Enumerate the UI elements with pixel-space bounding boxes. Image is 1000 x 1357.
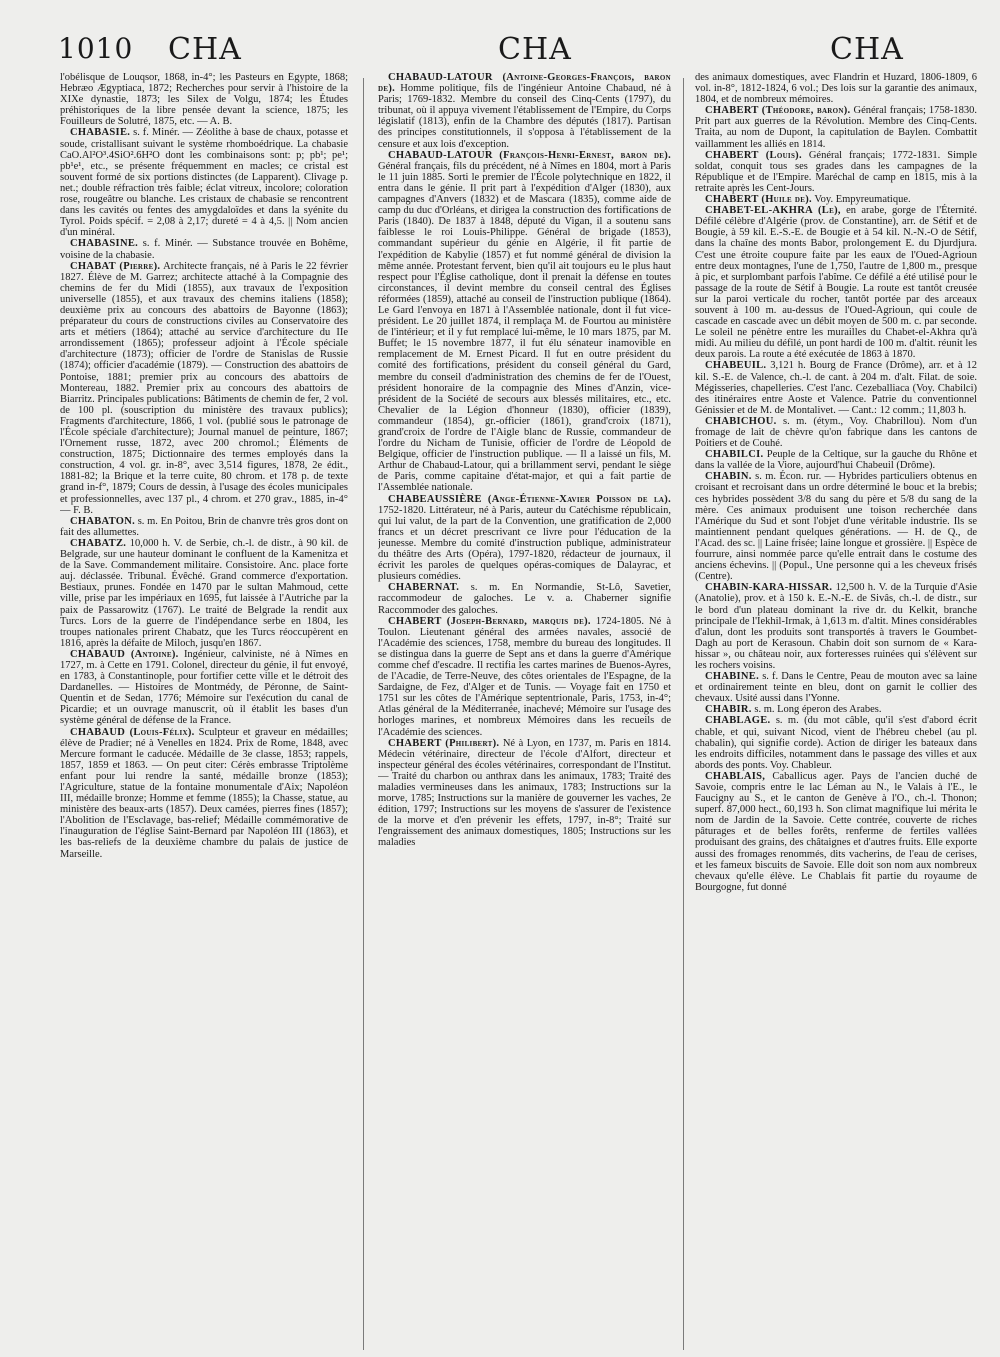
entry-headword: CHABERT (Joseph-Bernard, marquis de). (388, 615, 591, 627)
entry-headword: CHABAUD-LATOUR (Antoine-Georges-François, baron de). (378, 72, 671, 95)
entry-headword: CHABAUD-LATOUR (François-Henri-Ernest, baron de). (388, 149, 671, 161)
entry-headword: CHABERNAT. (388, 582, 460, 594)
dictionary-entry (60, 72, 348, 127)
column-rule (683, 78, 684, 1350)
entry-headword: CHABIR. (705, 704, 752, 716)
dictionary-entry (695, 416, 977, 449)
entry-headword: CHABERT (Théodore, baron). (705, 105, 851, 117)
entry-text: s. f. Dans le Centre, Peau de mouton avec sa laine et ordinairement teinte en bleu, dont on garnit le collier des chevaux. Usité aussi dans l'Yonne. (695, 671, 977, 705)
entry-text: Peuple de la Celtique, sur la gauche du Rhône et dans la vallée de la Viore, aujourd'hui Chabeuil (Drôme). (695, 449, 977, 472)
entry-text: Général français; 1772-1831. Simple soldat, conquit tous ses grades dans les campagnes de la République et de l'Empire. Maréchal de camp en 1815, mis à la retraite après les Cent-Jours. (695, 149, 977, 194)
dictionary-entry (378, 616, 671, 738)
entry-headword: CHABERT (Huile de). (705, 194, 812, 206)
dictionary-entry (695, 105, 977, 149)
page-header (58, 32, 976, 72)
column-right (695, 72, 977, 1352)
entry-text: s. m. Long éperon des Arabes. (754, 704, 882, 716)
entry-text: en arabe, gorge de l'Éternité. Défilé célèbre d'Algérie (prov. de Constantine), arr. de Sétif et de Bougie, à 59 kil. E.-S.-E. de Bougie et à 54 kil. N.-N.-O de Sétif, dans la chaîne des monts Babor, prolongement E. du Djurdjura. C'est une étroite coupure faite par les eaux de l'Oued-Agrioun entre deux montagnes, l'une de 1,750, l'autre de 1,800 m., presque à pic, et surplombant parfois l'abîme. Ce défilé a été utilisé pour le passage de la route de Sétif à Bougie. La route est tantôt creusée sur la paroi verticale du rocher, tantôt portée par des arceaux souvent à 100 m. au-dessus de l'Oued-Agrioun, qui coule de cascade en cascade avec un débit moyen de 500 m. c. par seconde. Le soleil ne pénètre entre les murailles du Chabet-el-Akhra qu'à midi. Au milieu du défilé, un pont hardi de 100 m. d'altit. réunit les deux parois. La route a été exécutée de 1863 à 1870. (695, 205, 977, 361)
dictionary-entry (60, 516, 348, 538)
entry-headword: CHABICHOU. (705, 415, 777, 427)
entry-text: 12,500 h. V. de la Turquie d'Asie (Anatolie), prov. et à 150 k. E.-N.-E. de Sivâs, ch.-l. de distr., sur le bord d'un plateau dominant la rive dr. du Kelkit, branche principale de l'Iekhil-Irmak, à 1,613 m. d'altit. Mines considérables d'alun, dont les produits sont transportés à travers le Goumbet-Dagh au port de Kerasoun. Chabin doit son surnom de « Kara-hissar », ou château noir, aux forteresses ruinées qui s'élèvent sur les rochers voisins. (695, 582, 977, 671)
entry-headword: CHABIN. (705, 471, 752, 483)
entry-headword: CHABAT (Pierre). (70, 260, 161, 272)
dictionary-entry (378, 72, 671, 150)
entry-text: Voy. Empyreumatique. (814, 194, 911, 206)
entry-headword: CHABASIE. (70, 127, 131, 139)
entry-text: Ingénieur, calviniste, né à Nîmes en 1727, m. à Cette en 1791. Colonel, directeur du génie, il fut envoyé, en 1783, à Constantinople, pour fortifier cette ville et le détroit des Dardanelles. — Histoires de Montmédy, de Péronne, de Saint-Quentin et de Sedan, 1776; Mémoire sur l'exécution du canal de Picardie; et un ouvrage manuscrit, où il établit les bases d'un système général de défense de la France. (60, 648, 348, 727)
entry-text: s. f. Minér. — Zéolithe à base de chaux, potasse et soude, cristallisant suivant le système rhomboédrique. La chabasie CaO.Al²O³.4SiO².6H²O dont les combinaisons sont: p; pb¹; pe¹; pb¹e¹, etc., se présente fréquemment en macles; ce cristal est souvent formé de six portions distinctes (de Lapparent). Clivage p. net.; double réfraction très faible; éclat vitreux, incolore; coloration rose, rougeâtre ou blanche. Les cristaux de chabasie se rencontrent dans les cavités ou fentes des amygdaloïdes et dans la syénite du Tyrol. Poids spécif. = 2,08 à 2,17; dureté = 4 à 4,5. || Nom ancien d'un minéral. (60, 127, 348, 239)
running-head-right: CHA (830, 32, 904, 67)
entry-headword: CHABATON. (70, 515, 136, 527)
entry-headword: CHABET-EL-AKHRA (Le), (705, 205, 841, 217)
entry-text: Architecte français, né à Paris le 22 février 1827. Élève de M. Garrez; architecte attaché à la Compagnie des chemins de fer du Midi (1855), aux travaux de l'exposition universelle (1855), et aux travaux des chemins italiens (1858); deuxième prix au concours des abattoirs de Bayonne (1863); préparateur du cours de constructions civiles au Conservatoire des arts et métiers (1864); attaché au service d'architecture du IIe arrondissement (1865); professeur adjoint à l'École spéciale d'architecture (1873); officier de l'ordre de Stanislas de Russie (1874); officier d'académie (1879). — Construction des abattoirs de Pontoise, 1881; premier prix au concours des abattoirs de Montereau, 1882. Premier prix au concours des abattoirs de Biarritz. Principales publications: Bâtiments de chemin de fer, 2 vol. de 100 pl. (souscription du ministère des travaux publics); Fragments d'architecture, 1866, 1 vol. (publié sous le patronage de l'École spéciale d'architecture); Journal manuel de peinture, 1867; l'Ornement russe, 1872, avec 200 chromol.; Éléments de construction, 1875; Dictionnaire des termes employés dans la construction, 4 vol. gr. in-8°, avec 3,514 figures, 1878, 2e édit., 1881-82; la Brique et la terre cuite, 80 chrom. et 178 p. de texte grand in-f°, 1879; Cours de dessin, à l'usage des écoles municipales et professionnelles, avec 137 pl., 4 chrom. et 270 grav., 1885, in-4° — F. B. (60, 260, 348, 516)
dictionary-entry (695, 715, 977, 770)
dictionary-entry (378, 582, 671, 615)
entry-headword: CHABIN-KARA-HISSAR. (705, 582, 833, 594)
entry-text: s. m. (du mot câble, qu'il s'est d'abord écrit chable, et qui, suivant Nicod, vient de l'hébreu chebel (au pl. chabalin), qui signifie corde). Action de diriger les bateaux dans les endroits difficiles, notamment dans le passage des villes et aux abords des ponts. Voy. Chableur. (695, 715, 977, 771)
entry-text: l'obélisque de Louqsor, 1868, in-4°; les Pasteurs en Égypte, 1868; Hebræo Ægyptiaca, 1872; Recherches pour servir à l'histoire de la XIXe dynastie, 1873; les Silex de Volgu, 1874; les Études préhistoriques de la libre pensée devant la science, 1875; les Fouilleurs de Solutré, 1875, etc. — A. B. (60, 72, 348, 128)
dictionary-entry (695, 582, 977, 671)
column-middle (378, 72, 671, 1352)
dictionary-entry (695, 150, 977, 194)
entry-text: 1724-1805. Né à Toulon. Lieutenant général des armées navales, associé de l'Académie des sciences, 1758, membre du bureau des longitudes. Il se distingua dans la guerre de Sept ans et dans la guerre d'Amérique comme chef d'escadre. Il rectifia les cartes marines de Buenos-Ayres, de l'Acadie, de Terre-Neuve, des côtes orientales de l'Espagne, de la Sardaigne, de Fez, d'Alger et de Tunis. — Voyage fait en 1750 et 1751 sur les côtes de l'Amérique septentrionale, Paris, 1753, in-4°; Atlas général de la Méditerranée, inachevé; Mémoire sur l'usage des horloges marines, et nombreux Mémoires dans les recueils de l'Académie des sciences. (378, 615, 671, 738)
running-head-left: CHA (168, 32, 242, 67)
dictionary-entry (695, 671, 977, 704)
page-number: 1010 (58, 32, 134, 65)
entry-headword: CHABLAIS, (705, 770, 766, 782)
dictionary-entry (60, 538, 348, 649)
dictionary-entry (695, 72, 977, 105)
dictionary-entry (60, 127, 348, 238)
entry-headword: CHABAUD (Louis-Félix). (70, 726, 195, 738)
entry-text: s. f. Minér. — Substance trouvée en Bohême, voisine de la chabasie. (60, 238, 348, 261)
dictionary-entry (695, 360, 977, 415)
entry-text: Caballicus ager. Pays de l'ancien duché de Savoie, compris entre le lac Léman au N., le Valais à l'E., le Faucigny au S., et le canton de Genève à l'O., ch.-l. Thonon; superf. 87,000 hect., 60,193 h. Son climat magnifique lui mérita le nom de Jardin de la Savoie. Cette contrée, couverte de riches pâturages et de belles forêts, renferme de fertiles vallées produisant des grains, des châtaignes et d'autres fruits. Elle exporte aussi des fromages renommés, dits vacherins, de l'eau de cerises, et les fameux biscuits de Savoie. Elle doit son nom aux nombreux chevaux qu'elle élève. Le Chablais fit partie du royaume de Bourgogne, fut donné (695, 770, 977, 893)
column-left (60, 72, 348, 1352)
dictionary-entry (695, 704, 977, 715)
entry-text: des animaux domestiques, avec Flandrin et Huzard, 1806-1809, 6 vol. in-8°, 1812-1824, 6 vol.; Des lois sur la garantie des animaux, 1804, et de nombreux mémoires. (695, 72, 977, 106)
running-head-center: CHA (498, 32, 572, 67)
dictionary-entry (378, 494, 671, 583)
entry-headword: CHABEAUSSIÈRE (Ange-Étienne-Xavier Poisson de la). (388, 493, 671, 505)
entry-text: 1752-1820. Littérateur, né à Paris, auteur du Catéchisme républicain, qui lui valut, de la part de la Convention, une gratification de 2,000 francs et un décret prescrivant ce livre pour l'éducation de la jeunesse. Membre du comité d'instruction publique, administrateur du théâtre des Arts (Opéra), 1797-1820, rédacteur de journaux, il écrivit les paroles de quelques opéras-comiques de Dalayrac, et plusieurs comédies. (378, 504, 671, 583)
entry-text: 3,121 h. Bourg de France (Drôme), arr. et à 12 kil. S.-E. de Valence, ch.-l. de cant. à 204 m. d'alt. Filat. de soie. Mégisseries, chapelleries. C'est l'anc. Cezeballiaca (Voy. Chabilci) des itinéraires entre Aoste et Valence. Patrie du conventionnel Génissier et de M. de Montalivet. — Cant.: 12 comm.; 11,803 h. (695, 360, 977, 416)
dictionary-entry (60, 649, 348, 727)
dictionary-entry (60, 238, 348, 260)
entry-text: 10,000 h. V. de Serbie, ch.-l. de distr., à 90 kil. de Belgrade, sur une hauteur dominant le confluent de la Kamenitza et de la Save. Commandement militaire. Consistoire. Anc. place forte auj. déclassée. Tribunal. Évêché. Grand commerce d'exportation. Bestiaux, prunes. Fondée en 1470 par le sultan Mahmoud, cette ville, prise par les impériaux en 1695, fut laissée à l'Autriche par la paix de Passarowitz (1767). Le traité de Belgrade la rendit aux Turcs. Lors de la guerre de l'indépendance serbe en 1804, les troupes nationales prirent Chabatz, que les Turcs réoccupèrent en 1816, après la défaite de Miloch, jusqu'en 1867. (60, 537, 348, 649)
entry-headword: CHABILCI. (705, 449, 764, 461)
entry-text: Sculpteur et graveur en médailles; élève de Pradier; né à Venelles en 1824. Prix de Rome, 1848, avec Mercure formant le caducée. Médaille de 3e classe, 1853; rappels, 1857, 1859 et 1863. — On peut citer: Cérès embrasse Triptolème enfant pour lui rendre la santé, médaille bronze (1853); l'Agriculture, statue de la fontaine monumentale d'Aix; Napoléon III, médaille bronze; Homme et femme (1855); la Chasse, statue, au ministère des beaux-arts (1857). Deux camées, pierres fines (1857); l'Abolition de l'Esclavage, bas-relief; Médaille commémorative de l'inauguration de l'église Saint-Bernard par Napoléon III (1863), et les bas-reliefs de la deuxième chambre du palais de justice de Marseille. (60, 726, 348, 860)
entry-headword: CHABLAGE. (705, 715, 771, 727)
entry-headword: CHABEUIL. (705, 360, 767, 372)
entry-headword: CHABERT (Louis). (705, 149, 802, 161)
entry-headword: CHABINE. (705, 671, 760, 683)
entry-text: Né à Lyon, en 1737, m. Paris en 1814. Médecin vétérinaire, directeur de l'école d'Alfort, directeur et inspecteur général des écoles vétérinaires, correspondant de l'Institut. — Traité du charbon ou anthrax dans les animaux, 1783; Traité des maladies vermineuses dans les animaux, 1783; Instructions sur la morve, 1785; Instructions sur la manière de gouverner les vaches, 2e édition, 1797; Instructions sur les moyens de s'assurer de l'existence de la morve et d'en prévenir les effets, 1797, in-8°; Traité sur l'engraissement des animaux domestiques, 1805; Instructions sur les maladies (378, 737, 671, 849)
entry-text: s. m. (étym., Voy. Chabrillou). Nom d'un fromage de lait de chèvre qu'on fabrique dans les cantons de Poitiers et de Couhé. (695, 415, 977, 450)
entry-headword: CHABERT (Philibert). (388, 737, 500, 749)
dictionary-entry (378, 150, 671, 494)
column-rule (363, 78, 364, 1350)
entry-text: Général français, fils du précédent, né à Nîmes en 1804, mort à Paris le 11 juin 1885. Sorti le premier de l'École polytechnique en 1822, il entra dans le génie. Il prit part à l'expédition d'Alger (1830), aux campagnes d'Anvers (1832) et de Mascara (1835), comme aide de camp du duc d'Orléans, et dirigea la construction des fortifications de Paris (1840). De 1837 à 1848, député du Vigan, il a soutenu sans faiblesse le roi Louis-Philippe. Général de brigade (1853), commandant supérieur du génie en Algérie, il fit partie de l'expédition de Kabylie (1857) et fut nommé général de division la même année. Protestant fervent, bien qu'il ait toujours eu le plus haut respect pour l'Église catholique, dont il prenait la défense en toutes circonstances, il devint membre du conseil central des Églises réformées (1859), attaché au conseil de l'instruction publique (1864). Le Gard l'envoya en 1871 à l'Assemblée nationale, dont il fut vice-président. Le 20 juillet 1874, il remplaça M. de Fourtou au ministère de l'intérieur; et il y fut remplacé lui-même, le 10 mars 1875, par M. Buffet; le 15 novembre 1877, il fut élu sénateur inamovible en remplacement de M. Ernest Picard. Il fut en outre président du comité des fortifications, président du conseil général du Gard, membre du conseil d'administration des chemins de fer de l'Ouest, président honoraire de la compagnie des Mines d'Anzin, vice-président de la Société de secours aux blessés militaires, etc., etc. Chevalier de la Légion d'honneur (1830), officier (1839), commandeur (1854), gr.-officier (1861), grand'croix (1871), grand'croix de l'ordre de l'Aigle blanc de Russie, commandeur de l'ordre du Nicham de Tunisie, officier de l'ordre de Léopold de Belgique, officier de l'instruction publique. — Il a laissé un fils, M. Arthur de Chabaud-Latour, qui a brillamment servi, pendant le siège de Paris, comme capitaine d'état-major, et qui a fait partie de l'Assemblée nationale. (378, 160, 671, 494)
entry-headword: CHABAUD (Antoine). (70, 648, 179, 660)
entry-text: Général français; 1758-1830. Prit part aux guerres de la Révolution. Membre des Cinq-Cents. Traita, au nom de Dupont, la capitulation de Baylen. Combattit vaillamment les alliés en 1814. (695, 105, 977, 150)
dictionary-entry (695, 449, 977, 471)
dictionary-entry (60, 727, 348, 860)
dictionary-entry (695, 471, 977, 582)
entry-text: s. m. Écon. rur. — Hybrides particuliers obtenus en croisant et recroisant dans un ordre déterminé le bouc et la brebis; ces hybrides possèdent 3/8 du sang du père et 5/8 du sang de la mère. Ces animaux produisent une toison recherchée dans l'Amérique du Sud et sont l'objet d'une véritable industrie. Ils se maintiennent pendant quelques générations. — H. de Q., de l'Acad. des sc. || Laine frisée; laine longue et grossière. || Espèce de fourrure, ainsi nommée parce qu'elle entrait dans le costume des anciens échevins. || (Popul., Une personne qui a les cheveux frisés (Centre). (695, 471, 977, 583)
dictionary-entry (695, 194, 977, 205)
entry-headword: CHABASINE. (70, 238, 139, 250)
dictionary-entry (695, 771, 977, 893)
entry-text: Homme politique, fils de l'ingénieur Antoine Chabaud, né à Paris; 1769-1832. Membre du conseil des Cinq-Cents (1797), du tribunat, où il appuya vivement l'établissement de l'Empire, du Corps législatif (1813), enfin de la Chambre des députés (1817). Partisan des principes constitutionnels, il s'opposa à l'établissement de la censure et aux lois d'exception. (378, 83, 671, 150)
entry-text: s. m. En Poitou, Brin de chanvre très gros dont on fait des allumettes. (60, 515, 348, 538)
dictionary-entry (60, 261, 348, 516)
entry-text: s. m. En Normandie, St-Lô, Savetier, raccommodeur de galoches. Le v. a. Chaberner signifie Raccommoder des galoches. (378, 582, 671, 616)
dictionary-entry (378, 738, 671, 849)
entry-headword: CHABATZ. (70, 537, 127, 549)
dictionary-entry (695, 205, 977, 360)
